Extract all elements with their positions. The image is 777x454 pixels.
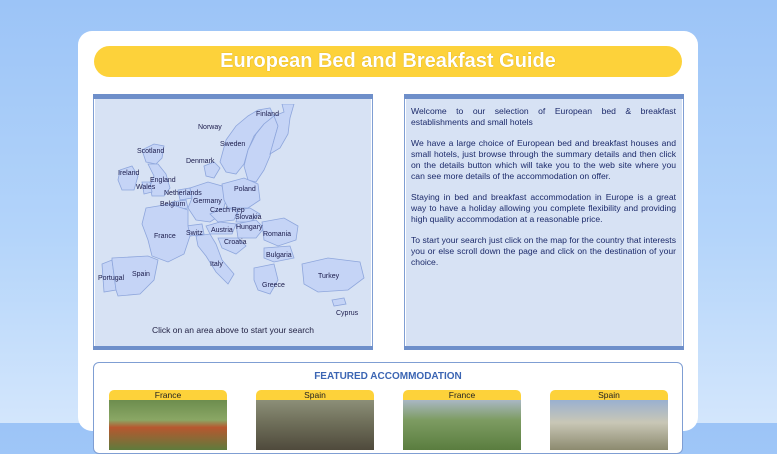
map-label-austria: Austria xyxy=(211,227,233,234)
featured-card-country[interactable]: France xyxy=(109,390,227,400)
search-paragraph: To start your search just click on the map for the country that interests you or else scroll down the page and click on the destination of your choice. xyxy=(411,235,676,267)
featured-card-photo[interactable] xyxy=(109,400,227,450)
map-label-poland: Poland xyxy=(234,186,256,193)
featured-card-country[interactable]: France xyxy=(403,390,521,400)
europe-map[interactable] xyxy=(98,104,368,324)
featured-card-photo[interactable] xyxy=(403,400,521,450)
welcome-paragraph: Welcome to our selection of European bed & breakfast establishments and small hotels xyxy=(411,106,676,127)
map-label-ireland: Ireland xyxy=(118,170,140,177)
page-container xyxy=(78,31,698,431)
map-label-scotland: Scotland xyxy=(137,148,165,155)
map-label-czech: Czech Rep xyxy=(210,207,245,214)
map-label-norway: Norway xyxy=(198,124,222,131)
map-label-croatia: Croatia xyxy=(224,239,247,246)
info-panel-bottom-bar xyxy=(404,346,684,350)
map-label-slovakia: Slovakia xyxy=(235,214,262,221)
featured-card[interactable] xyxy=(403,390,521,450)
map-panel-top-bar xyxy=(93,94,373,99)
map-label-sweden: Sweden xyxy=(220,141,246,148)
map-label-england: England xyxy=(150,177,176,184)
map-label-germany: Germany xyxy=(193,198,222,205)
map-label-cyprus: Cyprus xyxy=(336,310,359,317)
choice-paragraph: We have a large choice of European bed and breakfast houses and small hotels, just browse through the summary details and then click on the details button which will take you to the web site where you can see more details of the accommodation on offer. xyxy=(411,138,676,181)
featured-card[interactable] xyxy=(109,390,227,450)
map-label-bulgaria: Bulgaria xyxy=(266,252,292,259)
map-caption: Click on an area above to start your search xyxy=(151,325,315,335)
map-panel xyxy=(93,94,373,350)
map-label-italy: Italy xyxy=(210,261,223,268)
map-label-finland: Finland xyxy=(256,111,279,118)
staying-paragraph: Staying in bed and breakfast accommodation in Europe is a great way to have a holiday allowing you complete flexibility and providing high quality accommodation at a reasonable price. xyxy=(411,192,676,224)
featured-card[interactable] xyxy=(256,390,374,450)
featured-card-photo[interactable] xyxy=(256,400,374,450)
featured-card-country[interactable]: Spain xyxy=(550,390,668,400)
featured-card-country[interactable]: Spain xyxy=(256,390,374,400)
map-label-spain: Spain xyxy=(132,271,150,278)
map-label-switzerland: Switz xyxy=(186,230,203,237)
site-title-banner xyxy=(94,46,682,77)
map-label-netherlands: Netherlands xyxy=(164,190,202,197)
featured-accommodation-section xyxy=(93,362,683,454)
info-panel xyxy=(404,94,684,350)
featured-card[interactable] xyxy=(550,390,668,450)
info-panel-top-bar xyxy=(404,94,684,99)
map-label-hungary: Hungary xyxy=(236,224,263,231)
map-label-belgium: Belgium xyxy=(160,201,186,208)
welcome-text xyxy=(411,106,676,278)
map-panel-bottom-bar xyxy=(93,346,373,350)
map-label-denmark: Denmark xyxy=(186,158,215,165)
featured-card-photo[interactable] xyxy=(550,400,668,450)
featured-title: FEATURED ACCOMMODATION xyxy=(314,371,462,382)
map-label-romania: Romania xyxy=(263,231,292,238)
map-region-poland[interactable] xyxy=(222,178,260,208)
map-label-turkey: Turkey xyxy=(318,273,340,280)
map-label-wales: Wales xyxy=(136,184,156,191)
map-label-france: France xyxy=(154,233,176,240)
site-title: European Bed and Breakfast Guide xyxy=(220,50,556,72)
map-label-greece: Greece xyxy=(262,282,285,289)
map-label-portugal: Portugal xyxy=(98,275,125,282)
